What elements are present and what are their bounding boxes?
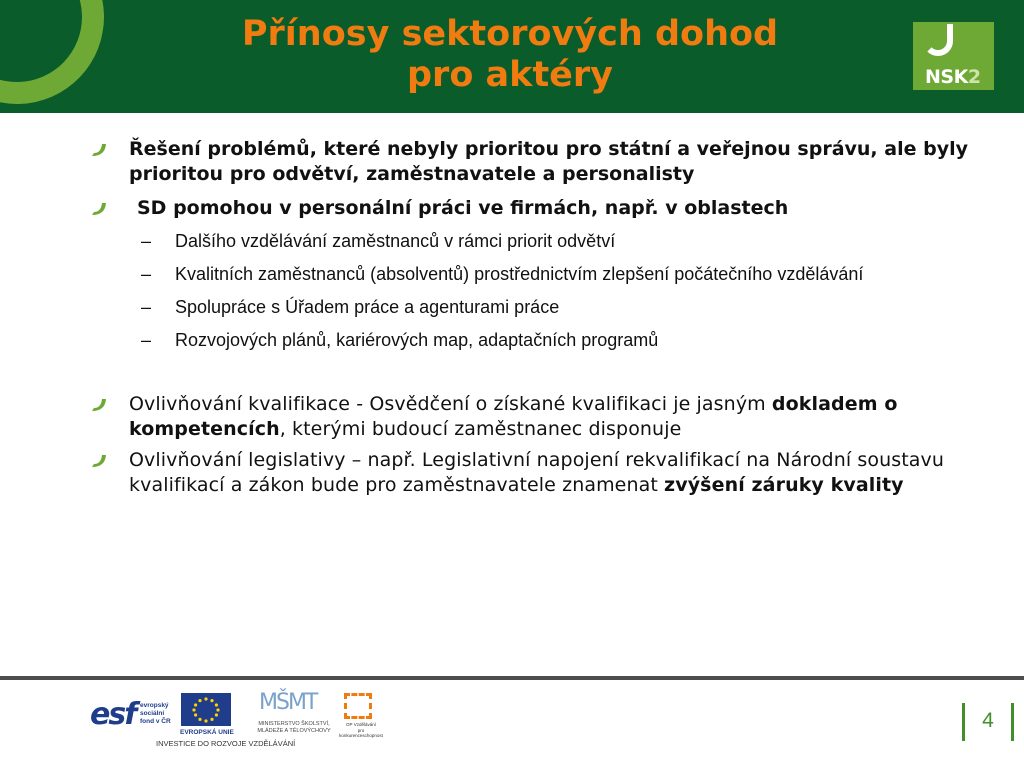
bullet-item	[88, 392, 968, 442]
dash-marker: –	[141, 330, 152, 350]
green-bullet-icon	[92, 397, 106, 411]
bold-phrase: zvýšení záruky kvality	[664, 474, 904, 496]
decorative-arc	[0, 0, 118, 113]
op-frame-icon	[344, 693, 372, 719]
title-line-1: Přínosy sektorových dohod	[241, 14, 779, 54]
footer-divider	[0, 676, 1024, 680]
dash-marker: –	[141, 297, 152, 317]
slide-content	[88, 137, 968, 498]
bullet-text: SD pomohou v personální práci ve firmách, např. v oblastech	[137, 197, 789, 219]
investice-caption: INVESTICE DO ROZVOJE VZDĚLÁVÁNÍ	[156, 739, 296, 748]
logo-arc-icon	[923, 24, 953, 56]
bold-phrase: dokladem o kompetencích	[129, 393, 898, 440]
sub-bullet-text: Kvalitních zaměstnanců (absolventů) prostřednictvím zlepšení počátečního vzdělávání	[175, 264, 864, 284]
dash-marker: –	[141, 231, 152, 251]
msmt-mark: MŠMT	[259, 690, 317, 715]
bullet-text: Ovlivňování kvalifikace - Osvědčení o získané kvalifikaci je jasným dokladem o kompetencích, kterými budoucí zaměstnanec disponuje	[129, 393, 898, 440]
title-line-2: pro aktéry	[407, 55, 613, 95]
green-bullet-icon	[92, 142, 106, 156]
esf-caption: evropský sociální fond v ČR	[140, 702, 171, 725]
logo-number: 2	[967, 66, 981, 88]
eu-flag-icon	[181, 693, 231, 726]
page-bar-right	[1011, 703, 1014, 741]
sub-bullet-item	[141, 262, 968, 287]
bullet-item	[88, 137, 968, 187]
dash-marker: –	[141, 264, 152, 284]
sub-bullet-list	[88, 229, 968, 353]
nsk2-logo	[913, 22, 994, 90]
bullet-item	[88, 448, 968, 498]
op-caption: OP Vzdělávání pro konkurenceschopnost	[339, 722, 383, 738]
op-vk-logo	[337, 693, 382, 736]
msmt-logo	[255, 690, 331, 736]
page-number	[962, 703, 1016, 741]
esf-logo	[90, 692, 174, 736]
esf-mark: esf	[90, 697, 136, 732]
slide-title	[150, 14, 870, 96]
bullet-text: Řešení problémů, které nebyly prioritou pro státní a veřejnou správu, ale byly prioritou pro odvětví, zaměstnavatele a personalisty	[129, 138, 968, 185]
sub-bullet-item	[141, 328, 968, 353]
green-bullet-icon	[92, 453, 106, 467]
page-number-text: 4	[982, 709, 994, 732]
partner-logos	[90, 690, 390, 754]
sub-bullet-text: Dalšího vzdělávání zaměstnanců v rámci priorit odvětví	[175, 231, 616, 251]
bullet-text: Ovlivňování legislativy – např. Legislativní napojení rekvalifikací na Národní soustavu kvalifikací a zákon bude pro zaměstnavatele znamenat zvýšení záruky kvality	[129, 449, 945, 496]
sub-bullet-text: Rozvojových plánů, kariérových map, adaptačních programů	[175, 330, 659, 350]
sub-bullet-text: Spolupráce s Úřadem práce a agenturami práce	[175, 297, 560, 317]
eu-label: EVROPSKÁ UNIE	[180, 729, 234, 736]
logo-text: NSK2	[925, 66, 981, 88]
green-bullet-icon	[92, 201, 106, 215]
page-bar-left	[962, 703, 965, 741]
sub-bullet-item	[141, 229, 968, 254]
slide-header	[0, 0, 1024, 113]
bullet-item	[88, 196, 968, 221]
msmt-caption: MINISTERSTVO ŠKOLSTVÍ, MLÁDEŽE A TĚLOVÝCHOVY	[257, 721, 331, 734]
sub-bullet-item	[141, 295, 968, 320]
